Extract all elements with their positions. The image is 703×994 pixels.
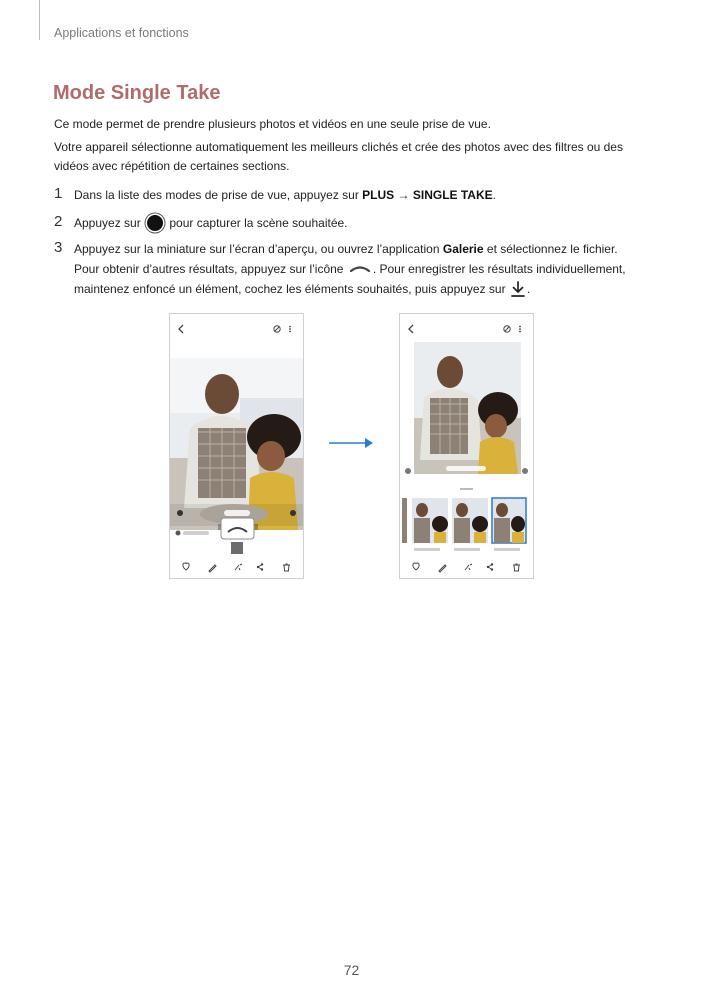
remaster-icon bbox=[274, 326, 280, 332]
share-icon bbox=[487, 563, 493, 570]
favorite-icon bbox=[413, 563, 419, 570]
arrow-right-icon bbox=[327, 436, 375, 450]
step-number: 1 bbox=[54, 185, 63, 202]
preview-controls bbox=[170, 504, 303, 554]
edit-icon bbox=[209, 565, 216, 572]
share-icon bbox=[257, 563, 263, 570]
more-icon bbox=[519, 326, 521, 333]
top-bar bbox=[400, 314, 533, 338]
back-icon bbox=[409, 325, 413, 333]
screenshot-preview-screen bbox=[169, 313, 304, 579]
edit-icon bbox=[439, 565, 446, 572]
swipe-up-icon bbox=[349, 263, 371, 273]
step-text-b: et sélectionnez le fichier. bbox=[483, 242, 618, 256]
single-take-label: SINGLE TAKE bbox=[412, 188, 493, 202]
favorite-icon bbox=[183, 563, 189, 570]
plus-label: PLUS bbox=[362, 188, 395, 202]
step-text: Appuyez sur bbox=[74, 216, 145, 230]
delete-icon bbox=[513, 564, 520, 571]
shutter-icon bbox=[147, 215, 163, 231]
top-bar bbox=[170, 314, 303, 338]
intro-paragraph-2: Votre appareil sélectionne automatiquement les meilleurs clichés et crée des photos avec des filtres ou des vidéos avec répétition de certaines sections. bbox=[54, 140, 623, 173]
section-title: Mode Single Take bbox=[53, 82, 221, 104]
step-text-c: Pour obtenir d’autres résultats, appuyez sur l’icône bbox=[74, 262, 347, 276]
step-text-end: pour capturer la scène souhaitée. bbox=[166, 216, 348, 230]
remaster-icon bbox=[504, 326, 510, 332]
delete-icon bbox=[283, 564, 290, 571]
effects-icon bbox=[465, 564, 472, 570]
step-text-e: . bbox=[526, 282, 531, 296]
step-text-d: . Pour enregistrer les résultats individuellement, maintenez enfoncé un élément, cochez les éléments souhaités, puis appuyez sur bbox=[74, 262, 626, 296]
step-text: Appuyez sur la miniature sur l’écran d’aperçu, ou ouvrez l’application bbox=[74, 242, 443, 256]
download-icon bbox=[511, 281, 525, 297]
step-1 bbox=[54, 185, 654, 205]
step-number: 2 bbox=[54, 213, 63, 230]
result-thumbnails bbox=[400, 462, 533, 562]
step-number: 3 bbox=[54, 239, 63, 256]
step-2 bbox=[54, 213, 654, 233]
screenshot-results-screen bbox=[399, 313, 534, 579]
page-number: 72 bbox=[343, 962, 360, 978]
intro-paragraph-1: Ce mode permet de prendre plusieurs photos et vidéos en une seule prise de vue. bbox=[54, 117, 491, 131]
step-3 bbox=[54, 239, 654, 299]
more-icon bbox=[289, 326, 291, 333]
step-text: Dans la liste des modes de prise de vue, appuyez sur bbox=[74, 188, 363, 202]
effects-icon bbox=[235, 564, 242, 570]
main-result-photo bbox=[414, 342, 521, 474]
running-header: Applications et fonctions bbox=[54, 26, 189, 40]
arrow-glyph: → bbox=[394, 188, 413, 202]
header-rule bbox=[39, 0, 40, 40]
galerie-label: Galerie bbox=[442, 242, 484, 256]
back-icon bbox=[179, 325, 183, 333]
step-end: . bbox=[492, 188, 496, 202]
bottom-bar bbox=[400, 556, 533, 578]
bottom-bar bbox=[170, 556, 303, 578]
